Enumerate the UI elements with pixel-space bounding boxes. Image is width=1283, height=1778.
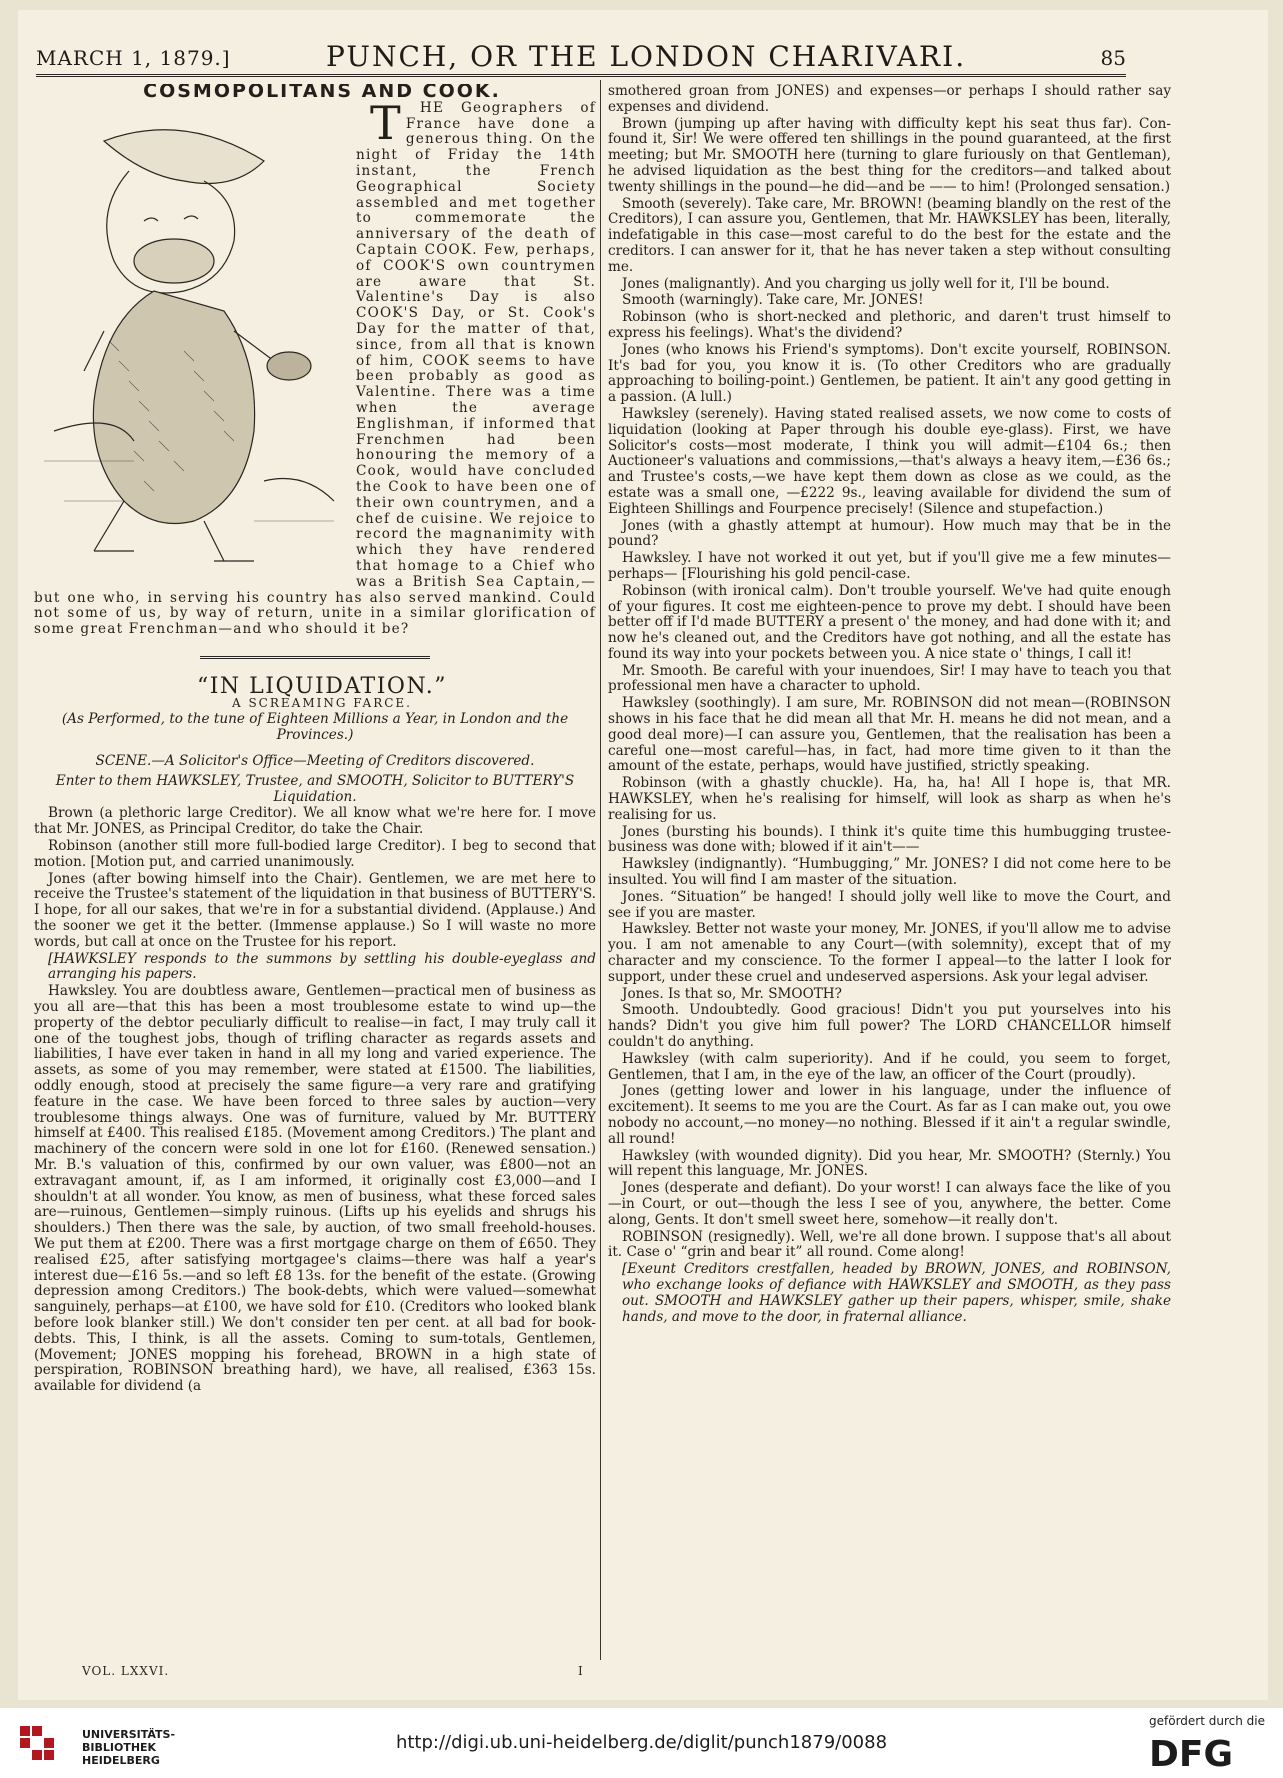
enter-direction: Enter to them HAWKSLEY, Trustee, and SMOOTH, Solicitor to BUTTERY'S Liquidation. xyxy=(55,772,575,805)
dialogue-paragraph: Robinson (another still more full-bodied large Creditor). I beg to second that motion. [Motion put, and carried unanimously. xyxy=(34,838,596,870)
stage-direction: [HAWKSLEY responds to the summons by settling his double-eyeglass and arranging his papers. xyxy=(48,950,596,983)
dialogue-paragraph: Hawksley (soothingly). I am sure, Mr. ROBINSON did not mean—(ROBINSON shows in his face that he did mean all that Mr. H. means he did not mean, and a good deal more)—I can assure you, Gentlemen, that the realisation has been a careful one—most careful—has, in fact, had more time given to it than the amount of the estate, perhaps, would have justified, strictly speaking. xyxy=(608,695,1171,775)
header-page-number: 85 xyxy=(1100,46,1126,70)
signature-mark: I xyxy=(578,1664,583,1678)
scene-heading: SCENE.—A Solicitor's Office—Meeting of Creditors discovered. xyxy=(95,753,535,770)
farce-subtitle: A SCREAMING FARCE. xyxy=(231,695,412,710)
dialogue-paragraph: Jones (after bowing himself into the Chair). Gentlemen, we are met here to receive the Trustee's statement of the liquidation in that business of BUTTERY'S. I hope, for all our sakes, that we're in for a substantial dividend. (Applause.) And the sooner we get it the better. (Immense applause.) So I will waste no more words, but call at once on the Trustee for his report. xyxy=(34,870,596,950)
dfg-logo-text: DFG xyxy=(1149,1734,1234,1772)
column-divider xyxy=(600,80,601,1660)
dialogue-paragraph: Hawksley (with wounded dignity). Did you hear, Mr. SMOOTH? (Sternly.) You will repent this language, Mr. JONES. xyxy=(608,1147,1171,1180)
dialogue-paragraph: Mr. Smooth. Be careful with your inuendoes, Sir! I may have to teach you that professional men have a character to uphold. xyxy=(608,662,1171,695)
poodle-chef-illustration xyxy=(34,101,344,571)
dialogue-paragraph: Hawksley. Better not waste your money, Mr. JONES, if you'll allow me to advise you. I am not amenable to any Court—(with solemnity), except that of my character and my conscience. To the former I appeal—to the latter I look for support, under these cruel and undeserved aspersions. Ask your legal adviser. xyxy=(608,921,1171,985)
dialogue-paragraph: Jones (desperate and defiant). Do your worst! I can always face the like of you—in Court, or out—though the less I see of you, anywhere, the better. Come along, Gents. It don't smell sweet here, somehow—it really don't. xyxy=(608,1180,1171,1228)
dialogue-paragraph: Robinson (with a ghastly chuckle). Ha, ha, ha! All I hope is, that MR. HAWKSLEY, when he's realising for himself, will look as sharp as when he's realising for us. xyxy=(608,775,1171,823)
dialogue-paragraph: Hawksley (serenely). Having stated realised assets, we now come to costs of liquidation (looking at Paper through his double eye-glass). First, we have Solicitor's costs—most moderate, I think you will admit—£104 6s.; then Auctioneer's valuations and commissions,—that's always a heavy item,—£36 6s.; and Trustee's costs,—we have kept them down as close as we could, as the estate was a small one, —£222 9s., leaving available for dividend the sum of Eighteen Shillings and Fourpence precisely! (Silence and stupefaction.) xyxy=(608,405,1171,517)
funded-by-label: gefördert durch die xyxy=(1149,1714,1265,1728)
dialogue-paragraph: Jones (bursting his bounds). I think it's quite time this humbugging trustee-business was done with; blowed if it ain't—— xyxy=(608,823,1171,856)
article-title: COSMOPOLITANS AND COOK. xyxy=(143,84,501,102)
dialogue-paragraph: Smooth. Undoubtedly. Good gracious! Didn't you put yourselves into his hands? Didn't you give him full power? The LORD CHANCELLOR himself couldn't do anything. xyxy=(608,1002,1171,1051)
digitization-bar xyxy=(0,1708,1283,1778)
dialogue-paragraph: Jones. “Situation” be hanged! I should jolly well like to move the Court, and see if you are master. xyxy=(608,888,1171,921)
section-divider xyxy=(200,656,430,659)
exeunt-direction: [Exeunt Creditors crestfallen, headed by BROWN, JONES, and ROBINSON, who exchange looks of defiance with HAWKSLEY and SMOOTH, as they pass out. SMOOTH and HAWKSLEY gather up their papers, whisper, smile, shake hands, and move to the door, in fraternal alliance. xyxy=(622,1261,1171,1325)
dialogue-paragraph: Jones (who knows his Friend's symptoms). Don't excite yourself, ROBINSON. It's bad for you, you know it is. (To other Creditors who are gradually approaching to boiling-point.) Gentlemen, be patient. It ain't any good getting in a passion. (A lull.) xyxy=(608,341,1171,406)
dfg-logo-icon xyxy=(1145,1732,1265,1772)
dialogue-paragraph: Jones (malignantly). And you charging us jolly well for it, I'll be bound. xyxy=(622,275,1110,292)
dialogue-paragraph: Hawksley. You are doubtless aware, Gentlemen—practical men of business as you all are—that this has been a most troublesome estate to wind up—the property of the debtor peculiarly difficult to realise—in fact, I may truly call it one of the toughest jobs, though of trifling character as regards assets and liabilities, I have ever taken in hand in all my long and varied experience. The assets, as some of you may remember, were stated at £1500. The liabilities, oddly enough, stood at precisely the same figure—a very rare and gratifying feature in the case. We have been forced to three sales by auction—very troublesome things always. One was of furniture, valued by Mr. BUTTERY himself at £400. This realised £185. (Movement among Creditors.) The plant and machinery of the concern were sold in one lot for £160. (Renewed sensation.) Mr. B.'s valuation of this, confirmed by our own valuer, was £800—not an extravagant amount, if, as I am informed, it originally cost £3,000—and I shouldn't at all wonder. You know, as men of business, what these forced sales are—ruinous, Gentlemen—simply ruinous. (Lifts up his eyelids and shrugs his shoulders.) Then there was the sale, by auction, of two small freehold-houses. We put them at £200. There was a first mortgage charge on them of £650. They realised £25, after satisfying mortgagee's claims—there was half a year's interest due—£16 5s.—and so left £8 13s. for the benefit of the estate. (Growing depression among Creditors.) The book-debts, which were valued—somewhat sanguinely, perhaps—at £100, we have sold for £10. (Creditors who looked blank before look blanker still.) We don't consider ten per cent. at all bad for book-debts. This, I think, is all the assets. Coming to sum-totals, Gentlemen, (Movement; JONES mopping his forehead, BROWN in a high state of perspiration, ROBINSON breathing hard), we have, all realised, £363 15s. available for dividend (a xyxy=(34,983,596,1395)
cook-article-body: HE Geographers of France have done a generous thing. On the night of Friday the 14th instant, the French Geographical Society assembled and met together to commemorate the anniversary of the death of Captain COOK. Few, perhaps, of COOK'S own countrymen are aware that St. Valentine's Day is also COOK'S Day, or St. Cook's Day for the matter of that, since, from all that is known of him, COOK seems to have been probably as good as Valentine. There was a time when the average Englishman, if informed that Frenchmen had been honouring the memory of a Cook, would have concluded the Cook to have been one of their own countrymen, and a chef de cuisine. We rejoice to record the magnanimity with which they have rendered that homage to a Chief who was a British Sea Captain,—but one who, in serving his country has also served mankind. Could not some of us, by way of return, unite in a similar glorification of some great Frenchman—and who should it be? xyxy=(34,99,596,638)
permalink-url[interactable]: http://digi.ub.uni-heidelberg.de/diglit/punch1879/0088 xyxy=(395,1732,888,1753)
volume-number: VOL. LXXVI. xyxy=(82,1664,170,1678)
dialogue-paragraph: Hawksley (with calm superiority). And if he could, you seem to forget, Gentlemen, that I am, in the eye of the law, an officer of the Court (proudly). xyxy=(608,1050,1171,1083)
dialogue-paragraph: ROBINSON (resignedly). Well, we're all done brown. I suppose that's all about it. Case o' “grin and bear it” all round. Come along! xyxy=(608,1228,1171,1261)
drop-cap: T xyxy=(370,95,402,150)
dialogue-paragraph: Smooth (severely). Take care, Mr. BROWN! (beaming blandly on the rest of the Creditors), I can assure you, Gentlemen, that Mr. HAWKSLEY has been, literally, indefatigable in this case—most careful to do the best for the estate and the creditors. I can answer for it, that he has never taken a step without consulting me. xyxy=(608,195,1171,275)
library-name-line: UNIVERSITÄTS- xyxy=(82,1728,176,1741)
performed-note: (As Performed, to the tune of Eighteen Millions a Year, in London and the Provinces.) xyxy=(61,711,569,744)
dialogue-paragraph: Robinson (who is short-necked and plethoric, and daren't trust himself to express his feelings). What's the dividend? xyxy=(608,309,1171,341)
dialogue-paragraph: Hawksley. I have not worked it out yet, but if you'll give me a few minutes—perhaps— [Flourishing his gold pencil-case. xyxy=(608,550,1171,582)
dialogue-paragraph: Jones (getting lower and lower in his language, under the influence of excitement). It seems to me you are the Court. As far as I can make out, you owe nobody no account,—no money—no nothing. Blessed if it ain't a regular swindle, all round! xyxy=(608,1083,1171,1147)
liquidation-title: “IN LIQUIDATION.” xyxy=(196,673,448,699)
library-name-line: HEIDELBERG xyxy=(82,1754,160,1767)
dialogue-paragraph: Robinson (with ironical calm). Don't trouble yourself. We've had quite enough of your figures. It cost me eighteen-pence to prove my debt. I should have been better off if I'd made BUTTERY a present o' the money, and had done with it; and now he's cleaned out, and the Creditors have got nothing, and all the estate has found its way into your pockets between you. A nice state o' things, I call it! xyxy=(608,582,1171,662)
dialogue-paragraph: Jones. Is that so, Mr. SMOOTH? xyxy=(622,985,842,1002)
page-header xyxy=(36,40,1126,77)
dialogue-paragraph: smothered groan from JONES) and expenses—or perhaps I should rather say expenses and dividend. xyxy=(608,84,1171,115)
dialogue-paragraph: Smooth (warningly). Take care, Mr. JONES! xyxy=(622,292,924,309)
library-name-line: BIBLIOTHEK xyxy=(82,1741,157,1754)
dialogue-paragraph: Jones (with a ghastly attempt at humour). How much may that be in the pound? xyxy=(608,517,1171,550)
dialogue-paragraph: Brown (jumping up after having with difficulty kept his seat thus far). Con-found it, Sir! We were offered ten shillings in the pound guaranteed, at the first meeting; but Mr. SMOOTH here (turning to glare furiously on that Gentleman), he advised liquidation as the best thing for the creditors—and talked about twenty shillings in the pound—he did—and be —— to him! (Prolonged sensation.) xyxy=(608,115,1171,195)
dialogue-paragraph: Hawksley (indignantly). “Humbugging,” Mr. JONES? I did not come here to be insulted. You will find I am master of the situation. xyxy=(608,856,1171,889)
dialogue-paragraph: Brown (a plethoric large Creditor). We all know what we're here for. I move that Mr. JONES, as Principal Creditor, do take the Chair. xyxy=(34,805,596,838)
left-column xyxy=(34,84,596,1654)
header-title: PUNCH, OR THE LONDON CHARIVARI. xyxy=(326,40,967,73)
right-column xyxy=(608,84,1171,1654)
header-date: MARCH 1, 1879.] xyxy=(36,46,231,70)
poodle-chef-icon xyxy=(34,101,344,571)
